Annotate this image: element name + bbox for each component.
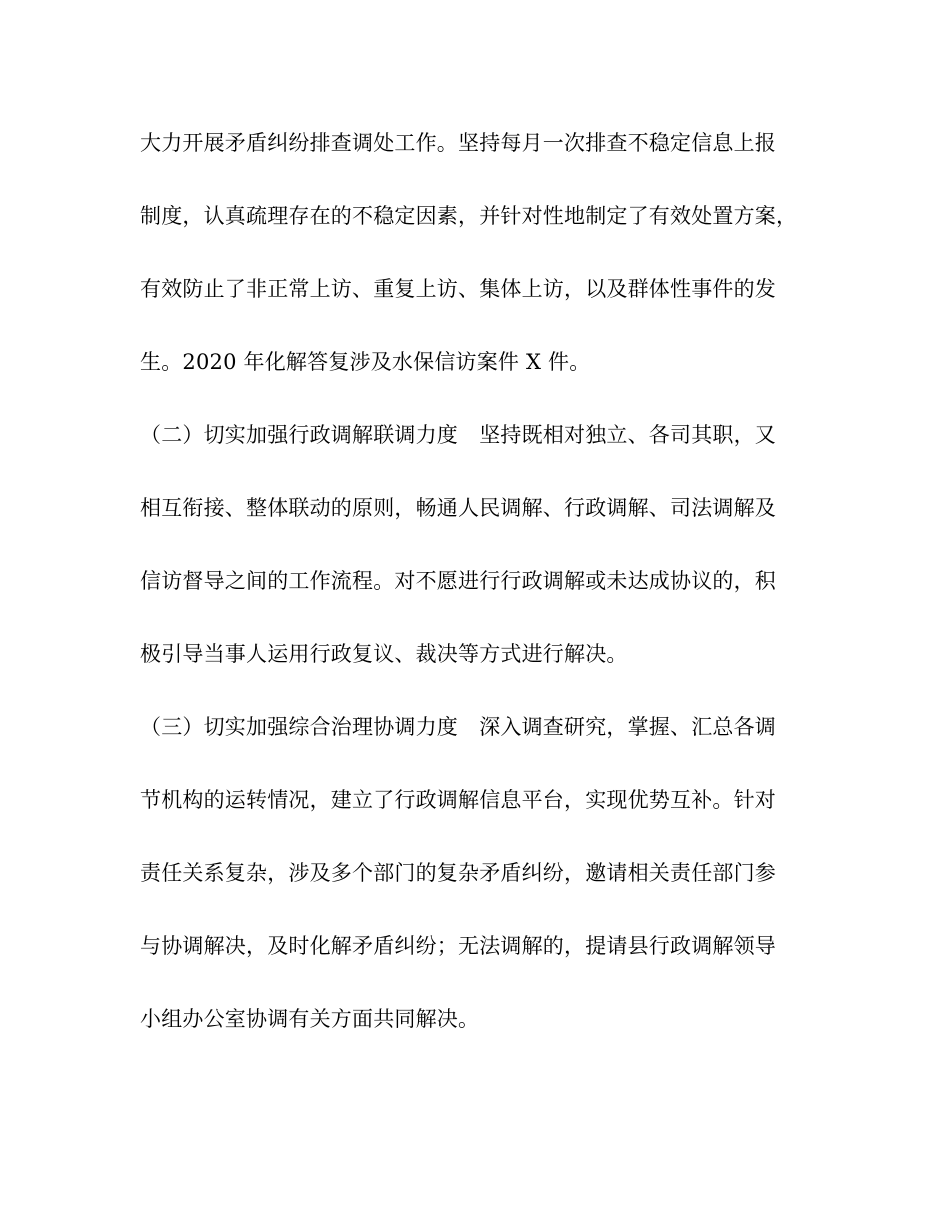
text-line: 责任关系复杂，涉及多个部门的复杂矛盾纠纷，邀请相关责任部门参 — [140, 861, 776, 885]
document-body — [140, 122, 820, 1071]
text-line: 有效防止了非正常上访、重复上访、集体上访，以及群体性事件的发 — [140, 277, 776, 301]
text-line: 大力开展矛盾纠纷排查调处工作。坚持每月一次排查不稳定信息上报 — [140, 131, 776, 155]
text-line: 极引导当事人运用行政复议、裁决等方式进行解决。 — [140, 642, 628, 666]
text-line: 与协调解决，及时化解矛盾纠纷；无法调解的，提请县行政调解领导 — [140, 934, 776, 958]
text-line: 节机构的运转情况，建立了行政调解信息平台，实现优势互补。针对 — [140, 788, 776, 812]
text-line: 信访督导之间的工作流程。对不愿进行行政调解或未达成协议的，积 — [140, 569, 776, 593]
text-line: 相互衔接、整体联动的原则，畅通人民调解、行政调解、司法调解及 — [140, 496, 776, 520]
section-heading-line: （二）切实加强行政调解联调力度 坚持既相对独立、各司其职，又 — [140, 423, 776, 447]
section-heading-line: （三）切实加强综合治理协调力度 深入调查研究，掌握、汇总各调 — [140, 715, 776, 739]
text-line: 小组办公室协调有关方面共同解决。 — [140, 1007, 480, 1031]
text-line: 生。2020 年化解答复涉及水保信访案件 X 件。 — [140, 350, 591, 374]
text-line: 制度，认真疏理存在的不稳定因素，并针对性地制定了有效处置方案， — [140, 204, 798, 228]
